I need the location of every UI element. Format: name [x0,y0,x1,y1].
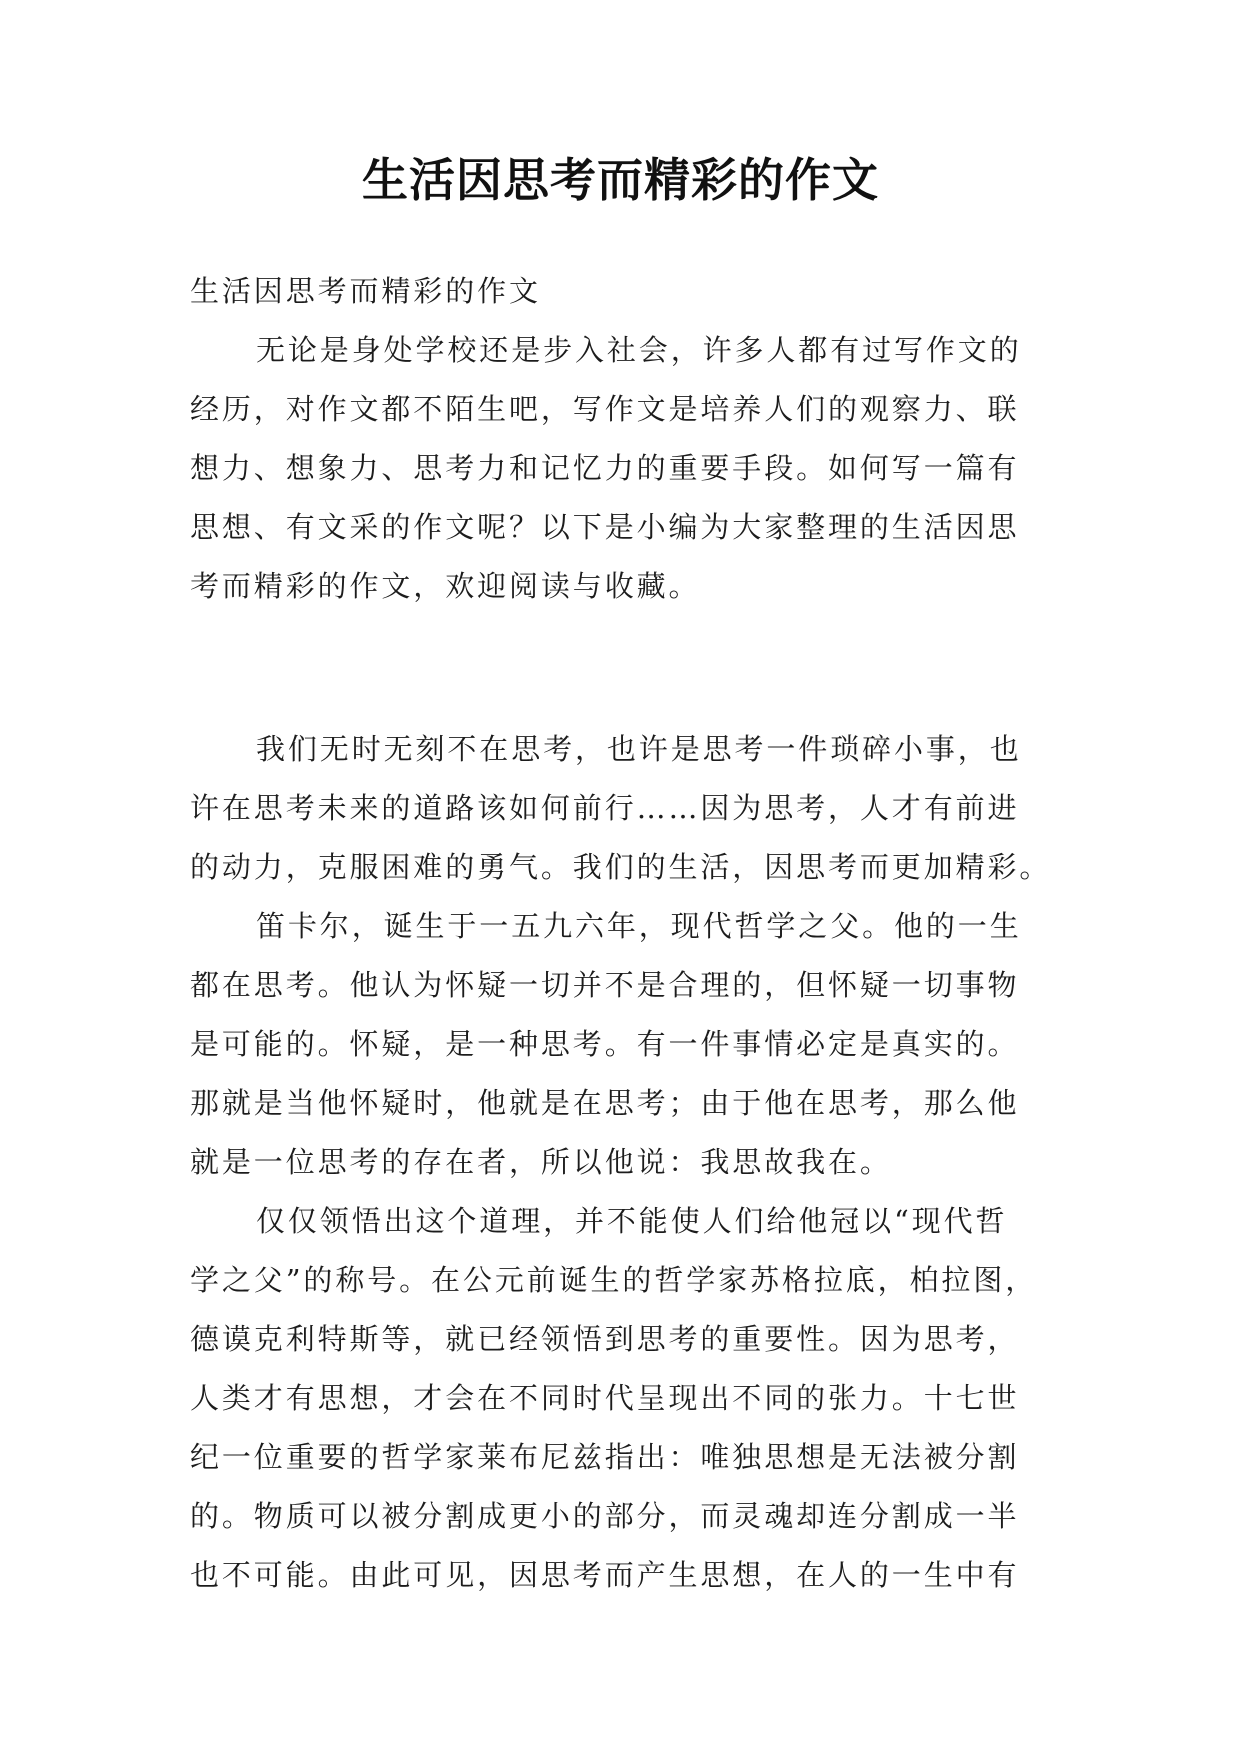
body-line: 也不可能。由此可见，因思考而产生思想，在人的一生中有 [190,1558,1020,1592]
body-line: 我们无时无刻不在思考，也许是思考一件琐碎小事，也 [256,732,1022,766]
paragraph-gap [190,616,1060,675]
body-line: 就是一位思考的存在者，所以他说：我思故我在。 [190,1145,892,1179]
body-line: 笛卡尔，诞生于一五九六年，现代哲学之父。他的一生 [256,909,1022,943]
body-line: 的。物质可以被分割成更小的部分，而灵魂却连分割成一半 [190,1499,1020,1533]
body-line: 仅仅领悟出这个道理，并不能使人们给他冠以“现代哲 [256,1204,1008,1238]
body-line: 德谟克利特斯等，就已经领悟到思考的重要性。因为思考， [190,1322,1020,1356]
body-line: 思想、有文采的作文呢？以下是小编为大家整理的生活因思 [190,510,1020,544]
document-body [190,262,1060,1605]
body-line: 考而精彩的作文，欢迎阅读与收藏。 [190,569,701,603]
body-line: 纪一位重要的哲学家莱布尼兹指出：唯独思想是无法被分割 [190,1440,1020,1474]
body-line: 都在思考。他认为怀疑一切并不是合理的，但怀疑一切事物 [190,968,1020,1002]
body-line: 是可能的。怀疑，是一种思考。有一件事情必定是真实的。 [190,1027,1020,1061]
body-line: 想力、想象力、思考力和记忆力的重要手段。如何写一篇有 [190,451,1020,485]
body-line: 无论是身处学校还是步入社会，许多人都有过写作文的 [256,333,1022,367]
document-title: 生活因思考而精彩的作文 [362,153,879,207]
body-line: 生活因思考而精彩的作文 [190,274,541,308]
body-line: 学之父”的称号。在公元前诞生的哲学家苏格拉底，柏拉图， [190,1263,1038,1297]
body-line: 的动力，克服困难的勇气。我们的生活，因思考而更加精彩。 [190,850,1052,884]
body-line: 经历，对作文都不陌生吧，写作文是培养人们的观察力、联 [190,392,1020,426]
body-line: 那就是当他怀疑时，他就是在思考；由于他在思考，那么他 [190,1086,1020,1120]
paragraph-gap [190,675,1060,720]
body-line: 人类才有思想，才会在不同时代呈现出不同的张力。十七世 [190,1381,1020,1415]
body-line: 许在思考未来的道路该如何前行……因为思考，人才有前进 [190,791,1020,825]
